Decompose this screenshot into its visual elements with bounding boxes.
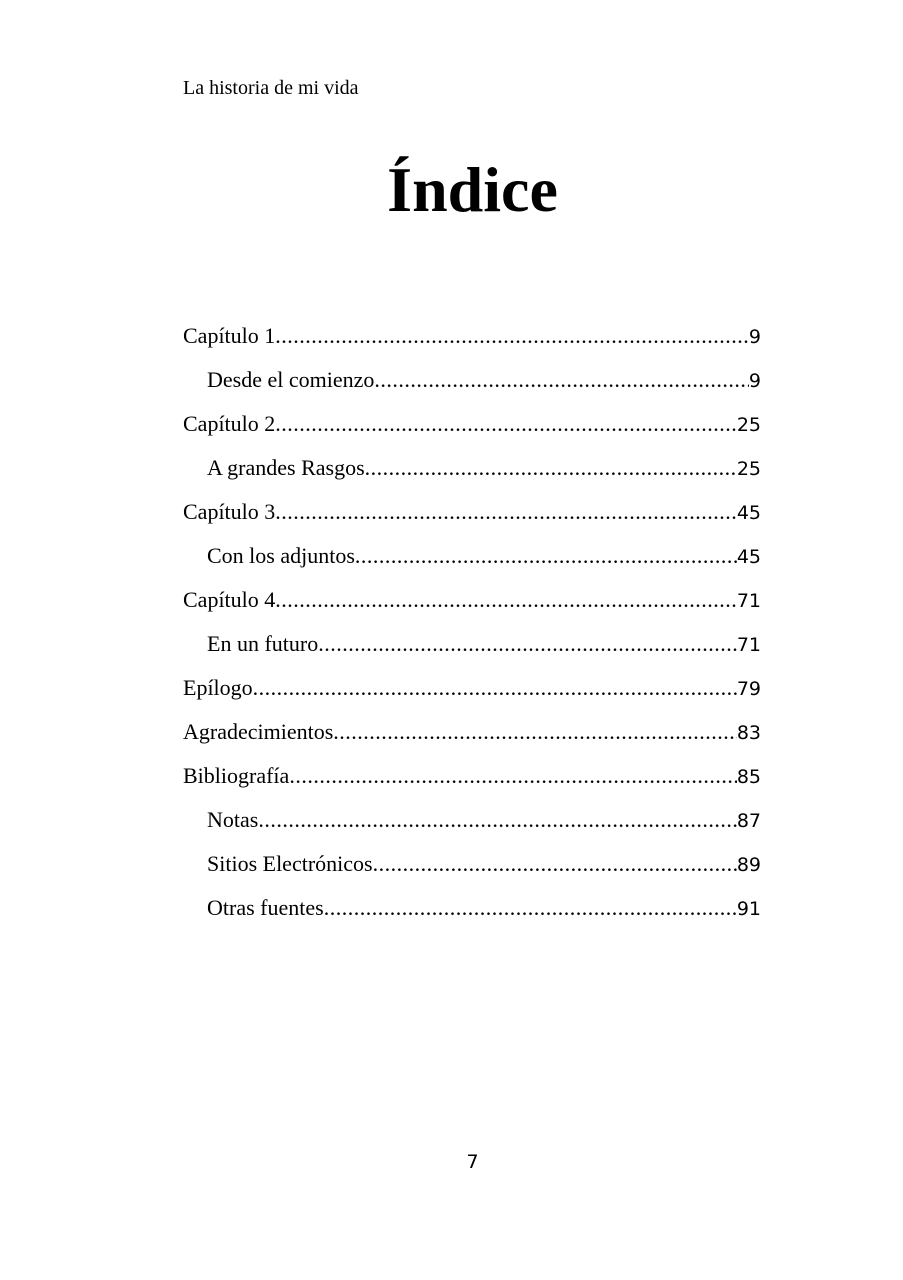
toc-entry-label: Capítulo 3 xyxy=(183,499,276,524)
toc-entry-page: 9 xyxy=(748,370,761,392)
toc-entry-label: Agradecimientos xyxy=(183,719,334,744)
toc-entry-capitulo-4[interactable] xyxy=(183,582,761,626)
toc-entry-page: 25 xyxy=(736,458,761,480)
toc-dot-leader xyxy=(275,582,737,618)
toc-dot-leader xyxy=(333,714,737,750)
page-number: 7 xyxy=(466,1151,479,1173)
toc-entry-label: Otras fuentes xyxy=(207,895,324,920)
running-header: La historia de mi vida xyxy=(183,77,359,99)
toc-entry-page: 45 xyxy=(736,502,761,524)
toc-dot-leader xyxy=(324,890,737,926)
toc-entry-label: Desde el comienzo xyxy=(207,367,375,392)
toc-entry-page: 85 xyxy=(736,766,761,788)
toc-entry-capitulo-2[interactable] xyxy=(183,406,761,450)
toc-dot-leader xyxy=(289,758,737,794)
toc-entry-agradecimientos[interactable] xyxy=(183,714,761,758)
toc-entry-label: Capítulo 1 xyxy=(183,323,276,348)
toc-entry-page: 9 xyxy=(748,326,761,348)
toc-entry-epilogo[interactable] xyxy=(183,670,761,714)
toc-entry-label: En un futuro xyxy=(207,631,319,656)
toc-entry-desde-el-comienzo[interactable] xyxy=(183,362,761,406)
toc-entry-sitios-electronicos[interactable] xyxy=(183,846,761,890)
toc-entry-otras-fuentes[interactable] xyxy=(183,890,761,934)
toc-dot-leader xyxy=(318,626,737,662)
toc-entry-page: 79 xyxy=(736,678,761,700)
toc-entry-label: Notas xyxy=(207,807,259,832)
toc-entry-label: Con los adjuntos xyxy=(207,543,355,568)
toc-dot-leader xyxy=(275,406,737,442)
toc-entry-page: 83 xyxy=(736,722,761,744)
toc-entry-page: 25 xyxy=(736,414,761,436)
toc-dot-leader xyxy=(258,802,736,838)
toc-entry-page: 45 xyxy=(736,546,761,568)
toc-entry-label: A grandes Rasgos xyxy=(207,455,365,480)
toc-entry-page: 71 xyxy=(736,590,761,612)
toc-entry-label: Epílogo xyxy=(183,675,253,700)
toc-entry-label: Capítulo 2 xyxy=(183,411,276,436)
toc-entry-page: 91 xyxy=(736,898,761,920)
toc-entry-page: 71 xyxy=(736,634,761,656)
toc-entry-en-un-futuro[interactable] xyxy=(183,626,761,670)
toc-dot-leader xyxy=(373,846,737,882)
toc-dot-leader xyxy=(275,494,737,530)
toc-entry-label: Bibliografía xyxy=(183,763,290,788)
toc-entry-page: 87 xyxy=(736,810,761,832)
toc-dot-leader xyxy=(275,318,749,354)
toc-entry-notas[interactable] xyxy=(183,802,761,846)
toc-entry-bibliografia[interactable] xyxy=(183,758,761,802)
toc-entry-a-grandes-rasgos[interactable] xyxy=(183,450,761,494)
toc-entry-capitulo-3[interactable] xyxy=(183,494,761,538)
toc-dot-leader xyxy=(253,670,737,706)
page-title: Índice xyxy=(387,154,558,225)
toc-dot-leader xyxy=(374,362,749,398)
toc-entry-capitulo-1[interactable] xyxy=(183,318,761,362)
toc-dot-leader xyxy=(355,538,737,574)
toc-entry-label: Sitios Electrónicos xyxy=(207,851,373,876)
table-of-contents xyxy=(183,318,761,934)
toc-entry-label: Capítulo 4 xyxy=(183,587,276,612)
toc-dot-leader xyxy=(365,450,737,486)
toc-entry-page: 89 xyxy=(736,854,761,876)
toc-entry-con-los-adjuntos[interactable] xyxy=(183,538,761,582)
